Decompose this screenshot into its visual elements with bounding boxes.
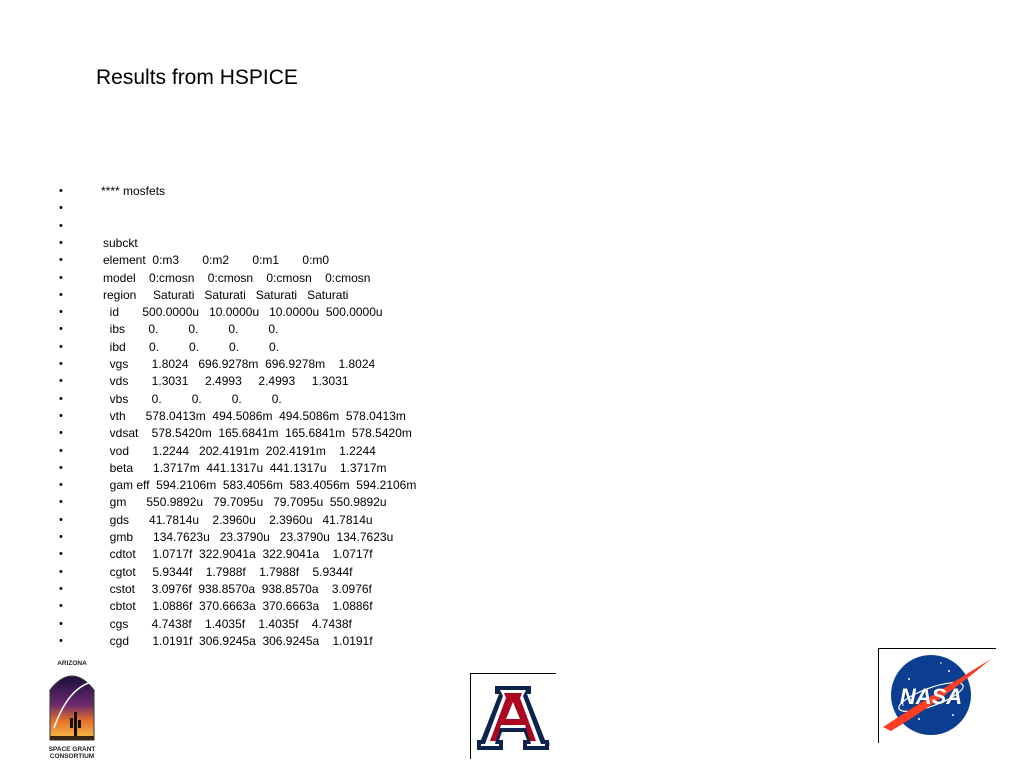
bullet-item xyxy=(0,616,700,633)
bullet-item xyxy=(0,270,700,287)
bullet-item xyxy=(0,183,700,200)
bullet-text: vdsat 578.5420m 165.6841m 165.6841m 578.5420m xyxy=(103,426,412,441)
bullet-text: vgs 1.8024 696.9278m 696.9278m 1.8024 xyxy=(103,357,376,371)
bullet-glyph: • xyxy=(59,288,63,301)
bullet-item xyxy=(0,477,700,494)
bullet-text: cstot 3.0976f 938.8570a 938.8570a 3.0976f xyxy=(103,581,372,596)
bullet-item xyxy=(0,252,700,269)
bullet-text: region Saturati Saturati Saturati Saturati xyxy=(103,287,349,302)
bullet-glyph: • xyxy=(59,582,63,595)
bullet-glyph: • xyxy=(59,219,63,232)
bullet-glyph: • xyxy=(59,617,63,630)
bullet-item xyxy=(0,339,700,356)
bullet-glyph: • xyxy=(59,340,63,353)
registered-mark: ® xyxy=(544,742,550,749)
bullet-text: model 0:cmosn 0:cmosn 0:cmosn 0:cmosn xyxy=(103,270,371,285)
bullet-text: vth 578.0413m 494.5086m 494.5086m 578.0413m xyxy=(103,408,406,423)
bullet-item xyxy=(0,564,700,581)
bullet-glyph: • xyxy=(59,202,63,215)
bullet-text: beta 1.3717m 441.1317u 441.1317u 1.3717m xyxy=(103,460,387,475)
nasa-meatball-icon xyxy=(879,649,995,743)
bullet-item xyxy=(0,304,700,321)
bullet-text: vds 1.3031 2.4993 2.4993 1.3031 xyxy=(103,374,349,389)
bullet-item xyxy=(0,581,700,598)
bullet-text: cgd 1.0191f 306.9245a 306.9245a 1.0191f xyxy=(103,633,373,648)
bullet-glyph: • xyxy=(59,323,63,336)
bullet-item xyxy=(0,443,700,460)
bullet-glyph: • xyxy=(59,427,63,440)
bullet-text: ibs 0. 0. 0. 0. xyxy=(103,322,279,337)
bullet-item xyxy=(0,218,700,235)
bullet-glyph: • xyxy=(59,565,63,578)
nasa-logo xyxy=(878,648,996,743)
bullet-text: gm 550.9892u 79.7095u 79.7095u 550.9892u xyxy=(103,495,387,510)
desert-sunset-icon xyxy=(44,668,100,748)
bullet-glyph: • xyxy=(59,444,63,457)
bullet-item xyxy=(0,356,700,373)
slide-title: Results from HSPICE xyxy=(96,66,298,89)
arizona-space-grant-logo xyxy=(44,660,100,760)
bullet-item xyxy=(0,494,700,511)
bullet-item xyxy=(0,425,700,442)
bullet-glyph: • xyxy=(59,409,63,422)
bullet-text: gds 41.7814u 2.3960u 2.3960u 41.7814u xyxy=(103,512,373,527)
bullet-glyph: • xyxy=(59,271,63,284)
nasa-text: NASA xyxy=(899,684,963,709)
bullet-text: id 500.0000u 10.0000u 10.0000u 500.0000u xyxy=(103,305,383,320)
bullet-item xyxy=(0,546,700,563)
bullet-item xyxy=(0,200,700,217)
bullet-glyph: • xyxy=(59,461,63,474)
bullet-glyph: • xyxy=(59,392,63,405)
bullet-glyph: • xyxy=(59,236,63,249)
bullet-glyph: • xyxy=(59,306,63,319)
bullet-glyph: • xyxy=(59,185,63,197)
logo-bottom-text-1: SPACE GRANT xyxy=(48,746,96,753)
bullet-text: cgtot 5.9344f 1.7988f 1.7988f 5.9344f xyxy=(103,564,353,579)
bullet-glyph: • xyxy=(59,479,63,492)
bullet-item xyxy=(0,287,700,304)
bullet-item xyxy=(0,529,700,546)
bullet-text: gmb 134.7623u 23.3790u 23.3790u 134.7623u xyxy=(103,530,394,544)
bullet-glyph: • xyxy=(59,496,63,509)
bullet-glyph: • xyxy=(59,513,63,526)
bullet-item xyxy=(0,235,700,252)
bullet-glyph: • xyxy=(59,358,63,370)
bullet-item xyxy=(0,598,700,615)
bullet-item xyxy=(0,408,700,425)
bullet-text: cdtot 1.0717f 322.9041a 322.9041a 1.0717f xyxy=(103,547,373,562)
bullet-glyph: • xyxy=(59,531,63,543)
bullet-glyph: • xyxy=(59,600,63,613)
bullet-item xyxy=(0,460,700,477)
bullet-item xyxy=(0,321,700,338)
block-a-icon xyxy=(473,678,553,758)
bullet-glyph: • xyxy=(59,634,63,647)
university-of-arizona-logo xyxy=(470,673,556,759)
bullet-glyph: • xyxy=(59,254,63,267)
bullet-item xyxy=(0,373,700,390)
logo-top-text: ARIZONA xyxy=(57,660,87,667)
bullet-glyph: • xyxy=(59,548,63,561)
bullet-text: element 0:m3 0:m2 0:m1 0:m0 xyxy=(103,253,330,268)
logo-bottom-text-2: CONSORTIUM xyxy=(49,753,95,760)
bullet-item xyxy=(0,391,700,408)
bullet-text: cbtot 1.0886f 370.6663a 370.6663a 1.0886f xyxy=(103,599,373,614)
bullet-text: **** mosfets xyxy=(101,184,166,198)
bullet-glyph: • xyxy=(59,375,63,388)
bullet-text: cgs 4.7438f 1.4035f 1.4035f 4.7438f xyxy=(103,616,352,631)
bullet-text: ibd 0. 0. 0. 0. xyxy=(103,339,280,354)
bullet-text: subckt xyxy=(103,235,138,250)
bullet-item xyxy=(0,633,700,650)
bullet-text: gam eff 594.2106m 583.4056m 583.4056m 594.2106m xyxy=(103,478,417,493)
bullet-text: vod 1.2244 202.4191m 202.4191m 1.2244 xyxy=(103,443,376,458)
bullet-text: vbs 0. 0. 0. 0. xyxy=(103,391,282,406)
bullet-item xyxy=(0,512,700,529)
